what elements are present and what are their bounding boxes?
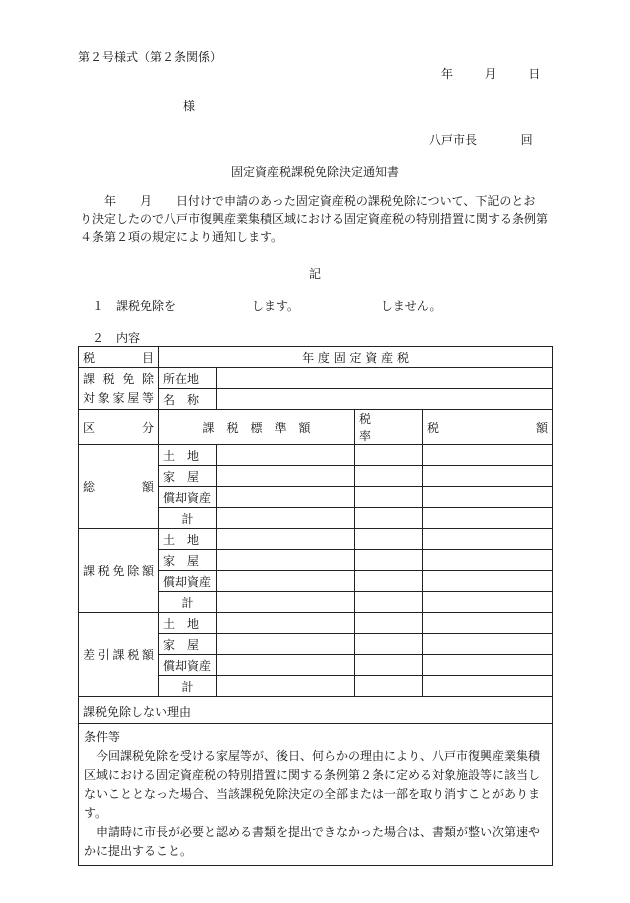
cell-standard	[217, 529, 355, 550]
property-label-line-1: 課 税 免 除	[83, 371, 154, 386]
body-text	[80, 192, 548, 246]
issuer-name: 八戸市長	[429, 133, 478, 147]
property-label-line-2: 対象家屋等	[83, 390, 154, 405]
cell-rate	[355, 466, 423, 487]
cell-rate	[355, 529, 423, 550]
date-day: 日	[528, 67, 541, 81]
cell-standard	[217, 655, 355, 676]
cell-amount	[423, 445, 553, 466]
row-label-land: 土 地	[159, 613, 217, 634]
cell-rate	[355, 655, 423, 676]
body-line-1: 年 月 日付けで申請のあった固定資産税の課税免除について、下記のとお	[80, 194, 536, 208]
cell-standard	[217, 466, 355, 487]
property-label	[79, 368, 159, 410]
cell-rate	[355, 550, 423, 571]
cell-rate	[355, 487, 423, 508]
cell-standard	[217, 550, 355, 571]
form-number: 第２号様式（第２条関係）	[78, 50, 223, 64]
row-label-house: 家 屋	[159, 466, 217, 487]
cell-rate	[355, 571, 423, 592]
row-label-house: 家 屋	[159, 634, 217, 655]
col-standard-header: 課 税 標 準 額	[159, 410, 355, 445]
conditions	[79, 724, 553, 866]
cell-amount	[423, 592, 553, 613]
content-table	[78, 346, 553, 866]
group-label-total: 総 額	[79, 445, 159, 529]
group-label-net: 差引課税額	[79, 613, 159, 697]
cell-rate	[355, 445, 423, 466]
tax-item-value: 年 度 固 定 資 産 税	[159, 347, 553, 368]
row-label-depreciable: 償却資産	[159, 655, 217, 676]
item1-label: １ 課税免除を	[92, 299, 177, 313]
ki-heading: 記	[308, 267, 321, 281]
cell-amount	[423, 508, 553, 529]
col-amount-header: 税 額	[423, 410, 553, 445]
document-title: 固定資産税課税免除決定通知書	[230, 165, 399, 179]
body-line-2: り決定したので八戸市復興産業集積区域における固定資産税の特別措置に関する条例第	[80, 212, 549, 226]
row-label-subtotal: 計	[159, 508, 217, 529]
no-exemption-reason-label: 課税免除しない理由	[83, 705, 192, 719]
cell-standard	[217, 445, 355, 466]
item1-option-yes: します。	[251, 299, 299, 313]
row-label-subtotal: 計	[159, 592, 217, 613]
cell-rate	[355, 676, 423, 697]
name-value	[217, 389, 553, 410]
item1	[92, 300, 441, 312]
cell-amount	[423, 613, 553, 634]
location-label: 所在地	[159, 368, 217, 389]
cell-standard	[217, 571, 355, 592]
conditions-title: 条件等	[84, 730, 121, 744]
cell-amount	[423, 571, 553, 592]
date-year: 年	[441, 67, 454, 81]
cell-amount	[423, 550, 553, 571]
cell-amount	[423, 487, 553, 508]
addressee-suffix: 様	[183, 99, 196, 113]
date-line	[441, 68, 540, 80]
cell-standard	[217, 487, 355, 508]
tax-item-label: 税 目	[79, 347, 159, 368]
cell-standard	[217, 508, 355, 529]
item1-option-no: しません。	[380, 299, 442, 313]
cell-amount	[423, 466, 553, 487]
body-line-3: ４条第２項の規定により通知します。	[80, 230, 284, 244]
name-label: 名 称	[159, 389, 217, 410]
group-label-exemption: 課税免除額	[79, 529, 159, 613]
category-label: 区 分	[79, 410, 159, 445]
issuer	[429, 134, 533, 146]
cell-standard	[217, 613, 355, 634]
cell-standard	[217, 592, 355, 613]
cell-rate	[355, 634, 423, 655]
no-exemption-reason	[79, 697, 553, 724]
cell-standard	[217, 634, 355, 655]
date-month: 月	[484, 67, 497, 81]
cell-amount	[423, 634, 553, 655]
cell-rate	[355, 508, 423, 529]
row-label-land: 土 地	[159, 529, 217, 550]
location-value	[217, 368, 553, 389]
seal-mark: 回	[520, 133, 533, 147]
item2-label: ２ 内容	[92, 331, 141, 345]
cell-amount	[423, 529, 553, 550]
row-label-house: 家 屋	[159, 550, 217, 571]
cell-amount	[423, 655, 553, 676]
cell-amount	[423, 676, 553, 697]
row-label-subtotal: 計	[159, 676, 217, 697]
condition-2: 申請時に市長が必要と認める書類を提出できなかった場合は、書類が整い次第速やかに提出すること。	[84, 825, 541, 858]
cell-rate	[355, 613, 423, 634]
cell-rate	[355, 592, 423, 613]
row-label-depreciable: 償却資産	[159, 571, 217, 592]
row-label-land: 土 地	[159, 445, 217, 466]
row-label-depreciable: 償却資産	[159, 487, 217, 508]
col-rate-header: 税 率	[355, 410, 423, 445]
condition-1: 今回課税免除を受ける家屋等が、後日、何らかの理由により、八戸市復興産業集積区域における固定資産税の特別措置に関する条例第２条に定める対象施設等に該当しないこととなった場合、当該課税免除決定の全部または一部を取り消すことがあります。	[84, 749, 541, 820]
cell-standard	[217, 676, 355, 697]
